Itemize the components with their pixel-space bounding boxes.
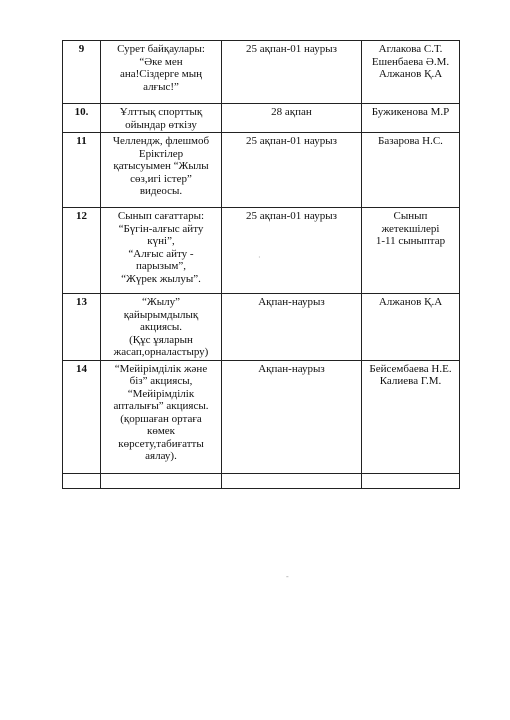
row-number: 10.	[74, 106, 89, 118]
event-text-line: “Жылу”	[141, 296, 180, 308]
event-text-line: Ұлттық спорттық	[119, 106, 203, 118]
event-text-line: Сынып сағаттары:	[117, 210, 205, 222]
responsible-text-line: Сынып	[393, 210, 428, 222]
responsible-text-line: Калиева Г.М.	[379, 375, 442, 387]
event-text-line: қайырымдылық	[123, 308, 199, 321]
row-number-cell	[63, 360, 101, 473]
event-text-line: (қоршаған ортаға	[120, 412, 202, 425]
row-number: 13	[76, 296, 87, 308]
event-text-line: күні”,	[147, 235, 175, 247]
date-cell	[222, 133, 362, 208]
date-cell	[222, 104, 362, 133]
date-text-line: 25 ақпан-01 наурыз	[246, 135, 337, 147]
table-row	[63, 104, 460, 133]
events-plan-table	[62, 40, 460, 489]
event-cell	[101, 360, 222, 473]
date-text-line: 25 ақпан-01 наурыз	[246, 43, 337, 55]
event-text-line: видеосы.	[139, 185, 183, 197]
event-text-line: Челлендж, флешмоб	[112, 135, 210, 147]
responsible-text-line: Алжанов Қ.А	[378, 68, 443, 80]
table-row	[63, 208, 460, 294]
date-text-line: Ақпан-наурыз	[258, 362, 325, 375]
event-cell	[101, 133, 222, 208]
row-number-cell	[63, 104, 101, 133]
row-number-cell	[63, 133, 101, 208]
event-cell	[101, 294, 222, 361]
responsible-cell	[362, 208, 460, 294]
event-text-line: аялау).	[145, 450, 177, 462]
responsible-text-line: Базарова Н.С.	[378, 135, 443, 147]
event-cell	[101, 473, 222, 488]
table-row	[63, 360, 460, 473]
event-text-line: біз” акциясы,	[129, 375, 193, 387]
table-row	[63, 473, 460, 488]
responsible-cell	[362, 294, 460, 361]
responsible-cell	[362, 104, 460, 133]
responsible-cell	[362, 360, 460, 473]
responsible-cell	[362, 473, 460, 488]
row-number-cell	[63, 41, 101, 104]
row-number-cell	[63, 473, 101, 488]
date-cell	[222, 473, 362, 488]
event-cell	[101, 208, 222, 294]
table-row	[63, 294, 460, 361]
date-cell	[222, 294, 362, 361]
date-cell	[222, 360, 362, 473]
date-text-line: 25 ақпан-01 наурыз	[246, 210, 337, 222]
event-text-line: “Әке мен	[139, 55, 183, 68]
event-text-line: көмек	[146, 425, 176, 437]
row-number: 9	[78, 43, 85, 55]
event-cell	[101, 41, 222, 104]
event-text-line: (Құс ұяларын	[129, 333, 193, 346]
event-text-line: жасап,орналастыру)	[113, 346, 209, 358]
event-text-line: алғыс!”	[143, 80, 179, 93]
row-number: 11	[76, 135, 87, 147]
responsible-text-line: Алжанов Қ.А	[378, 296, 443, 308]
responsible-cell	[362, 41, 460, 104]
event-text-line: “Алғыс айту -	[128, 247, 194, 260]
responsible-text-line: Аглакова С.Т.	[378, 43, 443, 55]
event-text-line: апталығы” акциясы.	[113, 400, 209, 412]
table-row	[63, 41, 460, 104]
event-text-line: Сурет байқаулары:	[117, 43, 205, 55]
event-text-line: сөз,игі істер”	[130, 172, 192, 185]
event-cell	[101, 104, 222, 133]
event-text-line: “Мейірімділік және	[114, 362, 208, 375]
row-number: 14	[76, 362, 87, 375]
table-row	[63, 133, 460, 208]
event-text-line: “Мейірімділік	[127, 387, 195, 400]
date-cell	[222, 208, 362, 294]
responsible-text-line: Ешенбаева Ә.М.	[371, 55, 450, 68]
date-text-line: 28 ақпан	[271, 106, 312, 118]
responsible-text-line: 1-11 сыныптар	[375, 235, 446, 247]
date-text-line: Ақпан-наурыз	[258, 296, 325, 308]
event-text-line: Еріктілер	[138, 147, 184, 160]
row-number: 12	[76, 210, 87, 222]
event-text-line: парызым”,	[136, 260, 186, 272]
responsible-text-line: Бейсембаева Н.Е.	[369, 362, 452, 375]
responsible-text-line: жетекшілері	[381, 222, 440, 235]
event-text-line: ана!Сіздерге мың	[119, 68, 203, 80]
row-number-cell	[63, 208, 101, 294]
responsible-cell	[362, 133, 460, 208]
event-text-line: қатысуымен “Жылы	[113, 160, 209, 172]
scan-speck: -	[286, 572, 289, 581]
event-text-line: ойындар өткізу	[125, 118, 197, 131]
event-text-line: көрсету,табиғатты	[118, 437, 204, 450]
event-text-line: акциясы.	[139, 321, 183, 333]
date-cell	[222, 41, 362, 104]
event-text-line: “Бүгін-алғыс айту	[118, 222, 204, 235]
scan-speck: ·	[258, 253, 261, 262]
responsible-text-line: Бужикенова М.Р	[371, 106, 450, 118]
table-body	[63, 41, 460, 489]
event-text-line: “Жүрек жылуы”.	[121, 272, 201, 285]
row-number-cell	[63, 294, 101, 361]
